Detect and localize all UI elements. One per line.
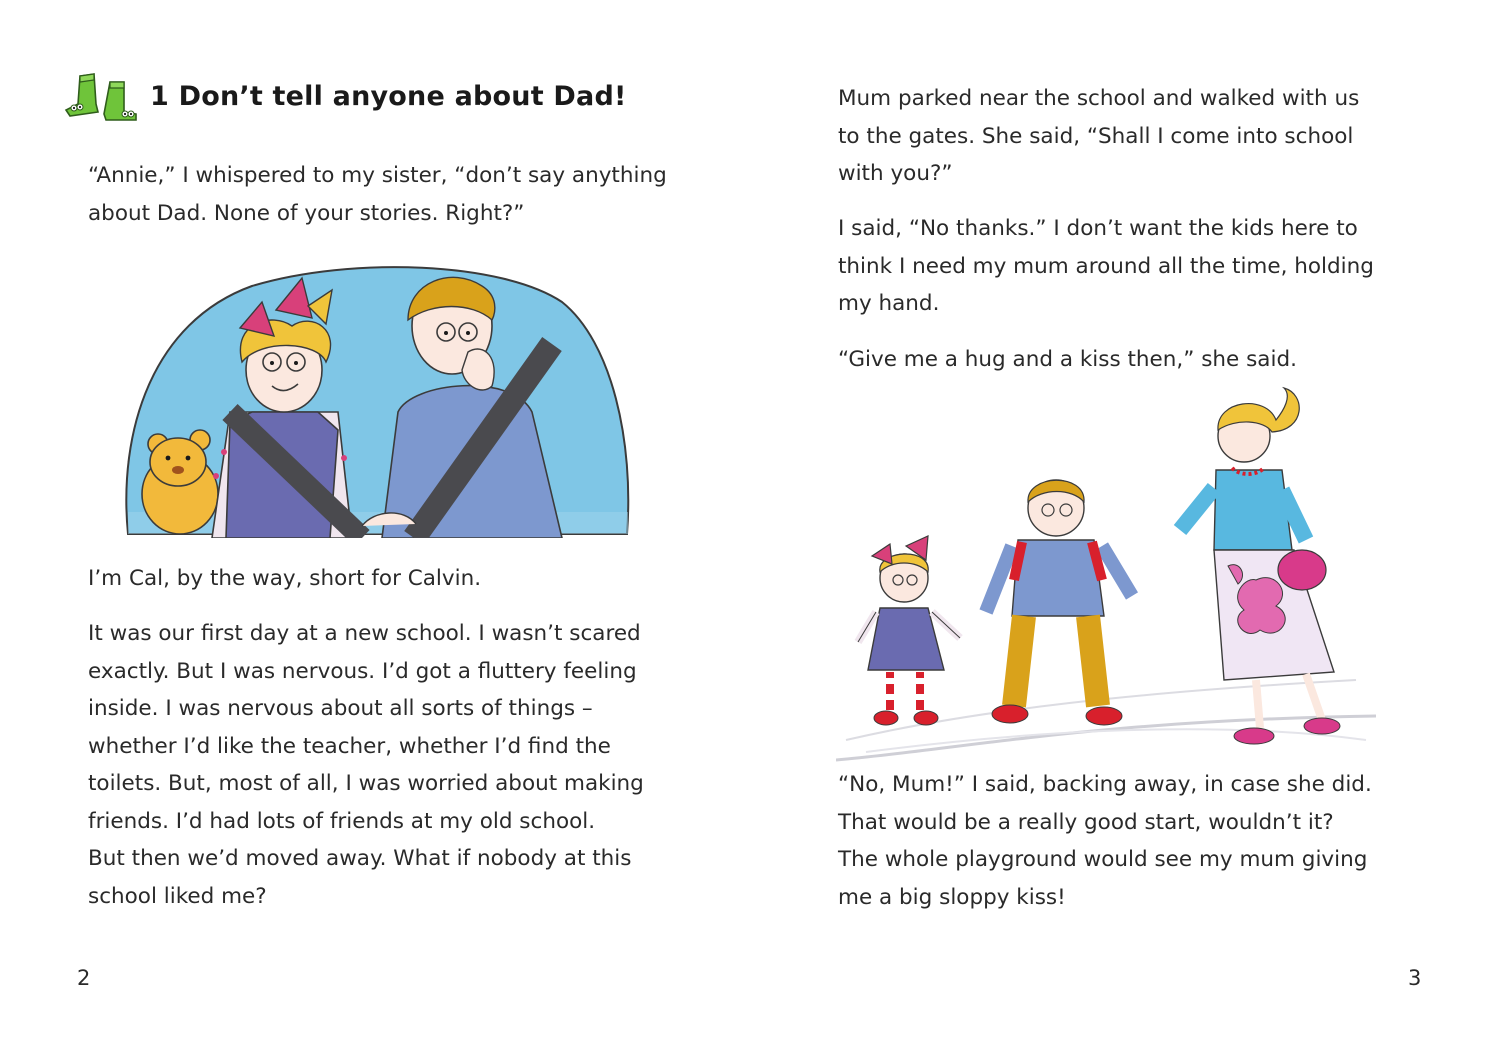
text-line: school liked me? [88, 883, 267, 909]
paragraph [88, 157, 667, 232]
paragraph [838, 341, 1297, 379]
chapter-heading [62, 70, 626, 122]
paragraph [838, 766, 1372, 916]
children-in-car-illustration [112, 262, 634, 538]
text-line: about Dad. None of your stories. Right?” [88, 200, 525, 226]
right-page [750, 0, 1500, 1064]
text-line: friends. I’d had lots of friends at my old school. [88, 808, 596, 834]
paragraph [838, 80, 1359, 193]
text-line: to the gates. She said, “Shall I come into school [838, 123, 1354, 149]
chapter-title: 1 Don’t tell anyone about Dad! [150, 80, 627, 112]
text-line: “No, Mum!” I said, backing away, in case she did. [838, 772, 1372, 797]
text-line: my hand. [838, 291, 940, 316]
text-line: I’m Cal, by the way, short for Calvin. [88, 566, 482, 591]
mum-and-children-walking-illustration [836, 380, 1376, 770]
text-line: inside. I was nervous about all sorts of things – [88, 696, 593, 721]
text-line: I said, “No thanks.” I don’t want the kids here to [838, 216, 1358, 241]
paragraph [838, 210, 1374, 323]
text-line: exactly. But I was nervous. I’d got a fluttery feeling [88, 658, 637, 684]
green-wellington-boots-icon [62, 70, 142, 122]
text-line: whether I’d like the teacher, whether I’d find the [88, 733, 611, 759]
paragraph [88, 560, 481, 598]
paragraph [88, 615, 644, 915]
text-line: The whole playground would see my mum giving [838, 847, 1368, 872]
text-line: “Give me a hug and a kiss then,” she said. [838, 347, 1297, 372]
text-line: Mum parked near the school and walked with us [838, 86, 1360, 111]
page-number: 2 [77, 966, 91, 990]
page-number: 3 [1408, 966, 1422, 990]
text-line: It was our first day at a new school. I wasn’t scared [88, 621, 641, 646]
text-line: But then we’d moved away. What if nobody at this [88, 846, 632, 871]
text-line: That would be a really good start, wouldn’t it? [838, 809, 1334, 835]
text-line: think I need my mum around all the time, holding [838, 253, 1374, 279]
text-line: me a big sloppy kiss! [838, 884, 1066, 910]
text-line: “Annie,” I whispered to my sister, “don’t say anything [88, 163, 667, 188]
text-line: toilets. But, most of all, I was worried about making [88, 771, 644, 796]
text-line: with you?” [838, 161, 953, 186]
